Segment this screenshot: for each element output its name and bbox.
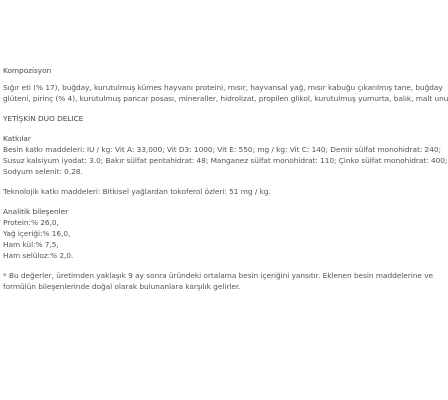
footnote-line-1: * Bu değerler, üretimden yaklaşık 9 ay sonra üründeki ortalama besin içeriğini yansıtır. Eklenen besin maddelerine ve xyxy=(3,271,434,280)
analysis-protein: Protein:% 26,0, xyxy=(3,218,59,227)
analysis-fat: Yağ içeriği:% 16,0, xyxy=(3,229,71,238)
additives-heading: Katkılar xyxy=(3,134,31,143)
product-details xyxy=(3,65,448,292)
additives-line-3: Sodyum selenit: 0.28. xyxy=(3,167,83,176)
analysis-heading: Analitik bileşenler xyxy=(3,207,69,216)
additives-line-2: Susuz kalsiyum iyodat: 3.0; Bakır sülfat pentahidrat: 48; Manganez sülfat monohidrat: 110; Çinko sülfat monohidrat: 400; xyxy=(3,156,448,165)
composition-line-1: Sığır eti (% 17), buğday, kurutulmuş kümes hayvanı proteini, mısır, hayvansal yağ, mısır kabuğu çıkarılmış tane, buğday xyxy=(3,83,443,92)
product-title: YETİŞKİN DUO DELICE xyxy=(3,114,84,123)
composition-heading: Kompozisyon xyxy=(3,66,52,75)
technological-additives: Teknolojik katkı maddeleri: Bitkisel yağlardan tokoferol özleri: 51 mg / kg. xyxy=(3,187,271,196)
composition-line-2: glüteni, pirinç (% 4), kurutulmuş pancar posası, mineraller, hidrolizat, propilen glikol, kurutulmuş yumurta, balık, malt unu xyxy=(3,94,448,103)
additives-line-1: Besin katkı maddeleri: IU / kg: Vit A: 33,000; Vit D3: 1000; Vit E: 550; mg / kg: Vit C: 140; Demir sülfat monohidrat: 240; xyxy=(3,145,441,154)
footnote-line-2: formülün bileşenlerinde doğal olarak bulunanlara karşılık gelirler. xyxy=(3,282,241,291)
analysis-fibre: Ham selüloz:% 2,0. xyxy=(3,251,74,260)
analysis-ash: Ham kül:% 7,5, xyxy=(3,240,59,249)
